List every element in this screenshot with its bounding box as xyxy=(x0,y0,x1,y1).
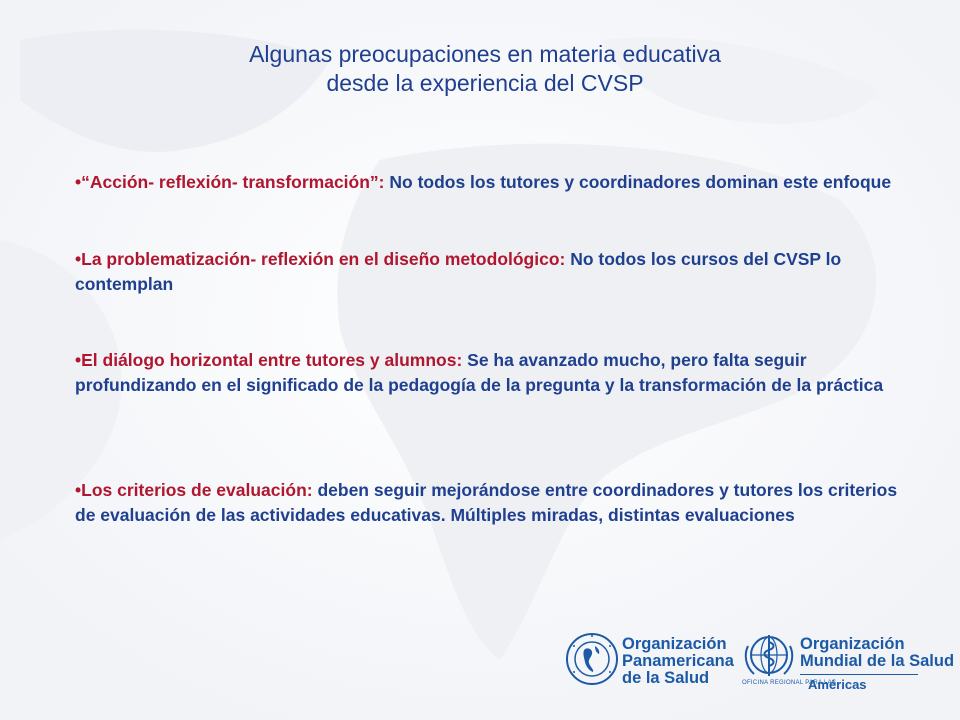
bullet-body: No todos los tutores y coordinadores dominan este enfoque xyxy=(384,172,892,192)
who-line-1: Organización xyxy=(800,635,905,653)
paho-line-1: Organización xyxy=(622,635,727,653)
bullet-item xyxy=(75,170,905,195)
paho-emblem-icon xyxy=(565,632,619,686)
bullet-lead: •La problematización- reflexión en el diseño metodológico: xyxy=(75,249,566,269)
bullet-lead: •“Acción- reflexión- transformación”: xyxy=(75,172,385,192)
slide-title xyxy=(160,40,810,98)
who-line-2: Mundial de la Salud xyxy=(800,652,955,670)
paho-line-2: Panamericana xyxy=(622,652,734,670)
title-line-1: Algunas preocupaciones en materia educativa xyxy=(249,41,721,67)
bullet-lead: •Los criterios de evaluación: xyxy=(75,480,313,500)
bullet-body: No todos los cursos del CVSP lo contemplan xyxy=(75,249,842,294)
bullet-body: deben seguir mejorándose entre coordinadores y tutores los criterios de evaluación de las actividades educativas. Múltiples miradas, distintas evaluaciones xyxy=(75,480,898,525)
who-logo-text xyxy=(800,636,954,670)
bullet-body: Se ha avanzado mucho, pero falta seguir profundizando en el significado de la pedagogía de la pregunta y la transformación de la práctica xyxy=(75,350,884,395)
title-line-2: desde la experiencia del CVSP xyxy=(326,70,644,96)
who-region: Américas xyxy=(808,677,867,692)
who-subtitle: OFICINA REGIONAL PARA LAS xyxy=(742,680,837,686)
bullet-item xyxy=(75,247,905,297)
bullet-item xyxy=(75,348,905,398)
paho-line-3: de la Salud xyxy=(622,669,710,687)
paho-logo-text xyxy=(622,636,734,687)
who-divider xyxy=(800,674,918,675)
bullet-item xyxy=(75,478,905,528)
who-emblem-icon xyxy=(742,632,796,680)
bullet-lead: •El diálogo horizontal entre tutores y alumnos: xyxy=(75,350,463,370)
